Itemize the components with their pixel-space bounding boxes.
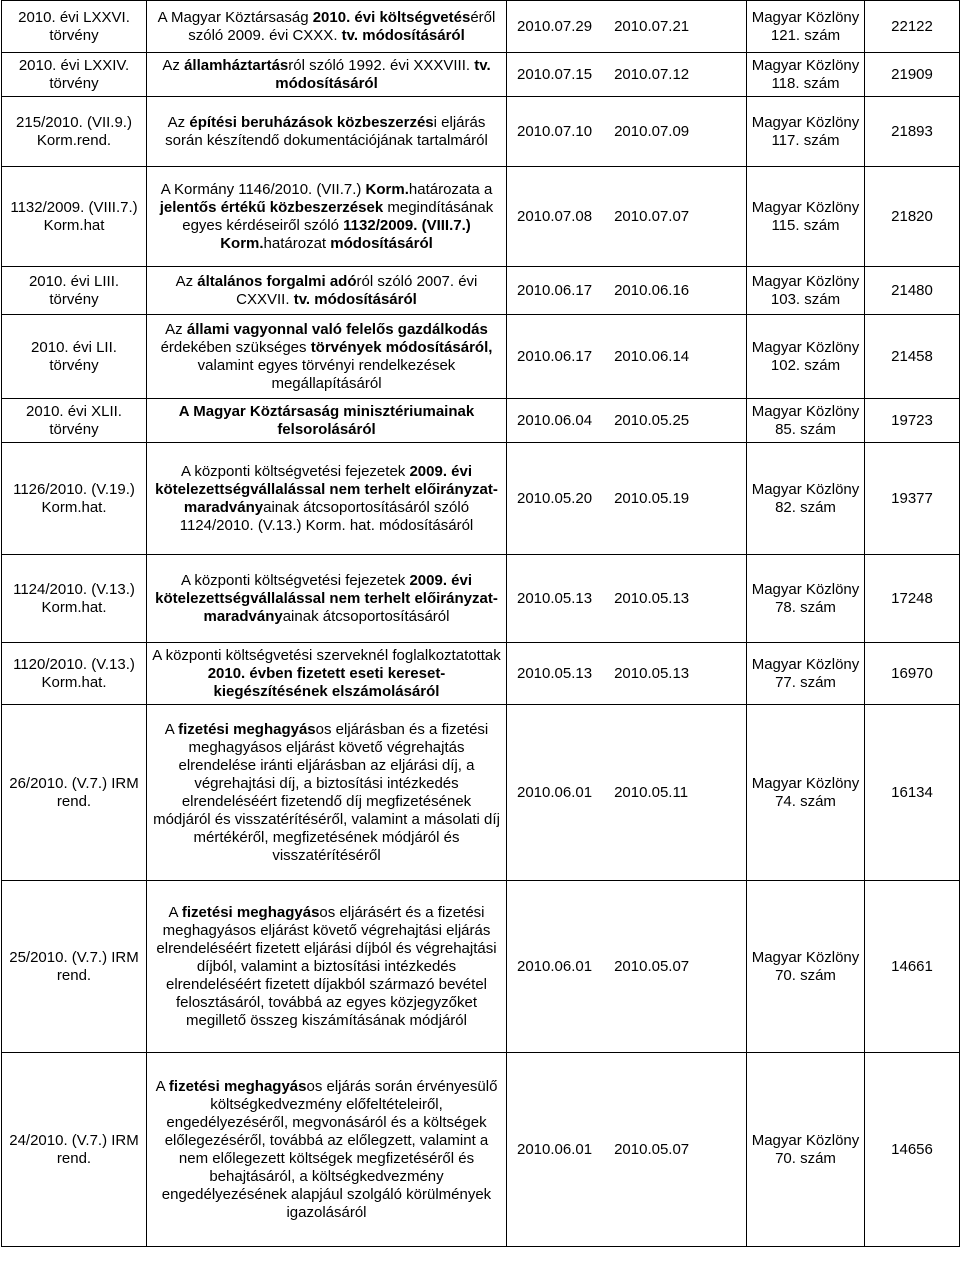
- title-segment: Az: [175, 272, 198, 290]
- page-number: 14656: [865, 1053, 960, 1247]
- law-identifier: 2010. évi LIII. törvény: [2, 267, 147, 315]
- page-number: 21480: [865, 267, 960, 315]
- table-row: [2, 881, 960, 1053]
- page-number: 19377: [865, 443, 960, 555]
- law-identifier: 1126/2010. (V.19.) Korm.hat.: [2, 443, 147, 555]
- title-segment: módosításáról: [275, 74, 378, 92]
- title-segment: A: [155, 1077, 169, 1095]
- gazette-name: Magyar Közlöny: [751, 402, 860, 420]
- law-title: [147, 167, 507, 267]
- title-segment: fizetési meghagyás: [168, 1077, 307, 1095]
- law-title: [147, 315, 507, 399]
- dates-cell: [507, 1, 747, 53]
- title-segment: A központi költségvetési fejezetek: [180, 462, 410, 480]
- dates-cell: [507, 443, 747, 555]
- gazette-issue: 85. szám: [775, 420, 836, 438]
- gazette-name: Magyar Közlöny: [751, 774, 860, 792]
- gazette-issue: 117. szám: [771, 131, 840, 149]
- title-segment: módosításáról: [314, 290, 417, 308]
- gazette-issue: 118. szám: [771, 74, 840, 92]
- gazette-issue: 115. szám: [771, 216, 840, 234]
- title-segment: jelentős értékű közbeszerzések: [159, 198, 384, 216]
- dates-cell: [507, 315, 747, 399]
- dates-cell: [507, 555, 747, 643]
- gazette-issue: 70. szám: [775, 1149, 836, 1167]
- law-title: [147, 53, 507, 97]
- title-segment: ainak átcsoportosításáról: [282, 607, 450, 625]
- law-identifier: 1120/2010. (V.13.) Korm.hat.: [2, 643, 147, 705]
- publication-date: 2010.05.13: [614, 589, 690, 607]
- gazette-cell: [747, 167, 865, 267]
- gazette-issue: 103. szám: [770, 290, 841, 308]
- page-number: 19723: [865, 399, 960, 443]
- title-segment: határozat: [263, 234, 331, 252]
- dates-cell: [507, 167, 747, 267]
- title-segment: 2009. évi kötelezettségvállalással nem terhelt előirányzat-maradvány: [155, 462, 498, 516]
- dates-cell: [507, 881, 747, 1053]
- law-identifier: 2010. évi LXXIV. törvény: [2, 53, 147, 97]
- title-segment: ról szóló 1992. évi XXXVIII.: [288, 56, 475, 74]
- page-number: 21893: [865, 97, 960, 167]
- gazette-name: Magyar Közlöny: [751, 655, 860, 673]
- gazette-issue: 102. szám: [770, 356, 841, 374]
- title-segment: valamint egyes törvényi rendelkezések megállapításáról: [197, 356, 456, 392]
- law-identifier: 2010. évi XLII. törvény: [2, 399, 147, 443]
- dates-cell: [507, 1053, 747, 1247]
- page-number: 21458: [865, 315, 960, 399]
- publication-date: 2010.06.14: [614, 347, 690, 365]
- law-title: [147, 1, 507, 53]
- gazette-name: Magyar Közlöny: [751, 1131, 860, 1149]
- title-segment: Korm.: [365, 180, 409, 198]
- gazette-cell: [747, 1053, 865, 1247]
- law-title: [147, 1053, 507, 1247]
- effective-date: 2010.06.04: [517, 411, 593, 429]
- gazette-cell: [747, 53, 865, 97]
- law-identifier: 25/2010. (V.7.) IRM rend.: [2, 881, 147, 1053]
- effective-date: 2010.06.01: [517, 1140, 593, 1158]
- table-row: [2, 315, 960, 399]
- title-segment: ról szóló 2007. évi CXXVII.: [236, 272, 478, 308]
- page-number: 21909: [865, 53, 960, 97]
- page-number: 14661: [865, 881, 960, 1053]
- law-title: [147, 443, 507, 555]
- title-segment: Az: [165, 320, 187, 338]
- effective-date: 2010.07.15: [517, 65, 593, 83]
- table-row: [2, 643, 960, 705]
- effective-date: 2010.06.01: [517, 957, 593, 975]
- gazette-issue: 77. szám: [775, 673, 836, 691]
- title-segment: állami vagyonnal való felelős gazdálkodás: [186, 320, 488, 338]
- title-segment: A Magyar Köztársaság: [157, 8, 313, 26]
- table-row: [2, 555, 960, 643]
- gazette-issue: 70. szám: [775, 966, 836, 984]
- dates-cell: [507, 53, 747, 97]
- law-title: [147, 267, 507, 315]
- publication-date: 2010.05.25: [614, 411, 690, 429]
- legislation-table: [1, 0, 960, 1247]
- law-identifier: 2010. évi LII. törvény: [2, 315, 147, 399]
- law-identifier: 1132/2009. (VIII.7.) Korm.hat: [2, 167, 147, 267]
- title-segment: Az: [162, 56, 185, 74]
- title-segment: Az: [167, 113, 190, 131]
- gazette-cell: [747, 399, 865, 443]
- effective-date: 2010.05.13: [517, 664, 593, 682]
- dates-cell: [507, 705, 747, 881]
- gazette-name: Magyar Közlöny: [751, 948, 860, 966]
- gazette-name: Magyar Közlöny: [751, 198, 860, 216]
- title-segment: államháztartás: [184, 56, 289, 74]
- law-identifier: 1124/2010. (V.13.) Korm.hat.: [2, 555, 147, 643]
- law-title: [147, 705, 507, 881]
- title-segment: határozata a: [408, 180, 493, 198]
- title-segment: érdekében szükséges: [160, 338, 311, 356]
- gazette-name: Magyar Közlöny: [751, 338, 860, 356]
- gazette-cell: [747, 1, 865, 53]
- effective-date: 2010.07.10: [517, 122, 593, 140]
- gazette-issue: 82. szám: [775, 498, 836, 516]
- page-number: 16970: [865, 643, 960, 705]
- title-segment: A Magyar Köztársaság minisztériumainak felsorolásáról: [178, 402, 475, 438]
- law-title: [147, 97, 507, 167]
- title-segment: A Kormány 1146/2010. (VII.7.): [160, 180, 366, 198]
- law-title: [147, 555, 507, 643]
- dates-cell: [507, 643, 747, 705]
- gazette-name: Magyar Közlöny: [751, 272, 860, 290]
- table-row: [2, 399, 960, 443]
- gazette-issue: 74. szám: [775, 792, 836, 810]
- gazette-name: Magyar Közlöny: [751, 113, 860, 131]
- title-segment: A központi költségvetési szerveknél foglalkoztatottak: [152, 646, 501, 664]
- title-segment: os eljárásért és a fizetési meghagyásos eljárást követő végrehajtási eljárás elrendeléséért fizetett eljárási díjból és végrehajtási díjból, valamint a biztosítási intézkedés elrendeléséért fizetett díjakból származó bevétel felosztásáról, továbbá az egyes közjegyzőket megillető összeg kiszámításának módjáról: [156, 903, 497, 1029]
- effective-date: 2010.06.01: [517, 783, 593, 801]
- publication-date: 2010.05.07: [614, 1140, 690, 1158]
- title-segment: költségvetés: [379, 8, 471, 26]
- gazette-cell: [747, 97, 865, 167]
- table-row: [2, 1, 960, 53]
- title-segment: A: [168, 903, 182, 921]
- title-segment: éről szóló 2009. évi CXXX.: [188, 8, 496, 44]
- title-segment: tv.: [293, 290, 311, 308]
- title-segment: os eljárás során érvényesülő költségkedvezmény előfeltételeiről, engedélyezéséről, megvonásáról és a költségek előlegezéséről, továbbá az előlegzett, valamint a nem előlegezett költségek megfizetéséről és behajtásáról, a költségkedvezmény engedélyezésének alapjául szolgáló körülmények igazolásáról: [161, 1077, 498, 1221]
- title-segment: 1132/2009. (VIII.7.) Korm.: [220, 216, 471, 252]
- page-number: 22122: [865, 1, 960, 53]
- effective-date: 2010.07.29: [517, 17, 593, 35]
- title-segment: fizetési meghagyás: [181, 903, 320, 921]
- title-segment: 2010. évi: [312, 8, 376, 26]
- page-number: 21820: [865, 167, 960, 267]
- title-segment: 2009. évi kötelezettségvállalással nem terhelt előirányzat-maradvány: [155, 571, 498, 625]
- law-identifier: 26/2010. (V.7.) IRM rend.: [2, 705, 147, 881]
- title-segment: törvények módosításáról,: [310, 338, 493, 356]
- gazette-cell: [747, 315, 865, 399]
- law-title: [147, 399, 507, 443]
- gazette-issue: 78. szám: [775, 598, 836, 616]
- gazette-cell: [747, 443, 865, 555]
- title-segment: tv.: [341, 26, 359, 44]
- law-identifier: 24/2010. (V.7.) IRM rend.: [2, 1053, 147, 1247]
- gazette-name: Magyar Közlöny: [751, 580, 860, 598]
- publication-date: 2010.07.21: [614, 17, 690, 35]
- table-row: [2, 443, 960, 555]
- title-segment: tv.: [474, 56, 491, 74]
- title-segment: általános forgalmi adó: [197, 272, 357, 290]
- title-segment: ainak átcsoportosításáról szóló 1124/2010. (V.13.) Korm. hat. módosításáról: [179, 498, 474, 534]
- publication-date: 2010.06.16: [614, 281, 690, 299]
- effective-date: 2010.05.13: [517, 589, 593, 607]
- effective-date: 2010.07.08: [517, 207, 593, 225]
- table-row: [2, 267, 960, 315]
- gazette-name: Magyar Közlöny: [751, 8, 860, 26]
- table-body: [2, 1, 960, 1247]
- law-identifier: 2010. évi LXXVI. törvény: [2, 1, 147, 53]
- gazette-issue: 121. szám: [770, 26, 841, 44]
- gazette-name: Magyar Közlöny: [751, 56, 860, 74]
- title-segment: módosításáról: [362, 26, 465, 44]
- table-row: [2, 705, 960, 881]
- law-title: [147, 881, 507, 1053]
- title-segment: fizetési meghagyás: [178, 720, 316, 738]
- table-row: [2, 167, 960, 267]
- page-number: 16134: [865, 705, 960, 881]
- title-segment: os eljárásban és a fizetési meghagyásos eljárást követő végrehajtás elrendelése iránti eljárásban az eljárási díj, a végrehajtási díj, a biztosítási intézkedés elrendeléséért fizetendő díj megfizetésének módjáról és visszatérítéséről, valamint a másolati díj mértékéről, megfizetésének módjáról és visszatérítéséről: [153, 720, 500, 864]
- title-segment: A központi költségvetési fejezetek: [180, 571, 410, 589]
- title-segment: megindításának egyes kérdéseiről szóló: [182, 198, 494, 234]
- gazette-name: Magyar Közlöny: [751, 480, 860, 498]
- effective-date: 2010.05.20: [517, 489, 593, 507]
- publication-date: 2010.05.07: [614, 957, 690, 975]
- title-segment: építési beruházások közbeszerzés: [189, 113, 434, 131]
- page-number: 17248: [865, 555, 960, 643]
- law-identifier: 215/2010. (VII.9.) Korm.rend.: [2, 97, 147, 167]
- effective-date: 2010.06.17: [517, 281, 593, 299]
- publication-date: 2010.07.09: [614, 122, 690, 140]
- title-segment: A: [164, 720, 179, 738]
- publication-date: 2010.07.12: [614, 65, 690, 83]
- gazette-cell: [747, 643, 865, 705]
- publication-date: 2010.05.19: [614, 489, 690, 507]
- dates-cell: [507, 267, 747, 315]
- gazette-cell: [747, 555, 865, 643]
- table-row: [2, 97, 960, 167]
- title-segment: módosításáról: [330, 234, 433, 252]
- dates-cell: [507, 97, 747, 167]
- title-segment: i eljárás során készítendő dokumentációjának tartalmáról: [165, 113, 488, 149]
- publication-date: 2010.05.13: [614, 664, 690, 682]
- title-segment: 2010. évben fizetett eseti kereset-kiegészítésének elszámolásáról: [207, 664, 446, 700]
- effective-date: 2010.06.17: [517, 347, 593, 365]
- gazette-cell: [747, 705, 865, 881]
- table-row: [2, 53, 960, 97]
- dates-cell: [507, 399, 747, 443]
- publication-date: 2010.05.11: [614, 783, 689, 801]
- publication-date: 2010.07.07: [614, 207, 690, 225]
- law-title: [147, 643, 507, 705]
- gazette-cell: [747, 267, 865, 315]
- table-row: [2, 1053, 960, 1247]
- gazette-cell: [747, 881, 865, 1053]
